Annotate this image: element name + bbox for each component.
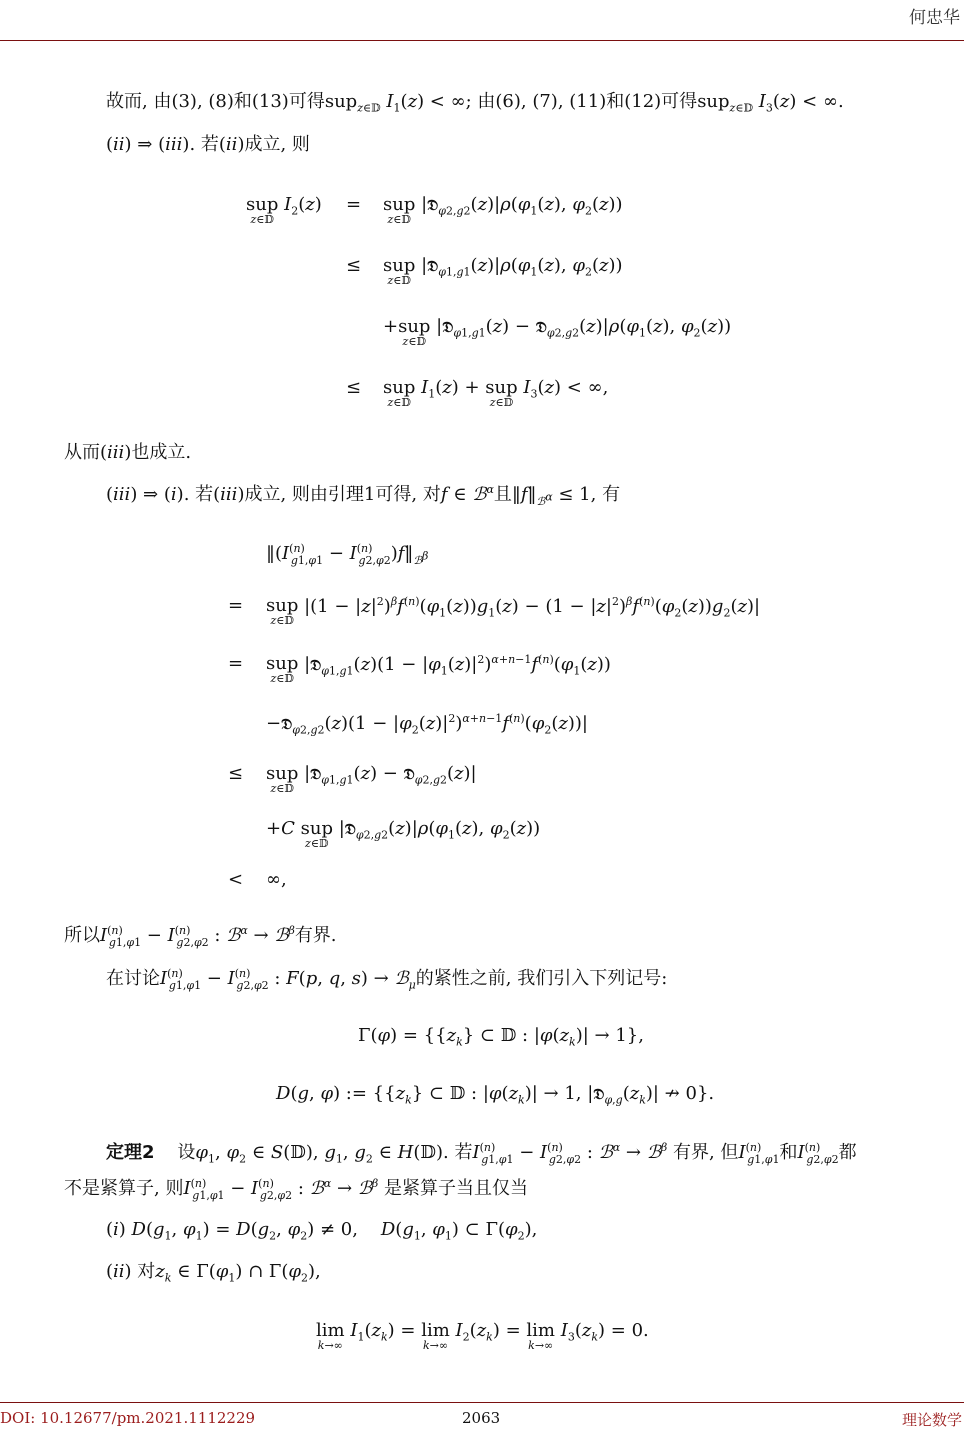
p3-text: 也成立.: [131, 442, 192, 463]
eq1-rel1: =: [346, 194, 362, 215]
thm-text-d: 和: [779, 1142, 798, 1163]
p6-end: 的紧性之前, 我们引入下列记号:: [415, 968, 668, 989]
header-author: 何忠华: [909, 8, 960, 28]
theorem-label: 定理2: [106, 1142, 155, 1163]
thm-line2-a: 不是紧算子, 则: [64, 1178, 184, 1199]
eq1-rhs2: sup z∈𝔻 $|𝔇_{\varphi 1,g1}(z)|\rho(\varphi_1(z)$, $\varphi_2(z)$): [383, 255, 623, 287]
p2-text-c: 成立, 则: [244, 134, 310, 155]
condition-ii: (ii) 对$z_k$ ∈ $\Gamma(\varphi_1)$ ∩ $\Gamma(\varphi_2)$,: [106, 1261, 321, 1285]
footer-doi[interactable]: DOI: 10.12677/pm.2021.1112229: [0, 1409, 256, 1427]
eq2-rhs7: ∞,: [266, 869, 287, 890]
eq1-rel4: ≤: [346, 377, 362, 398]
p5-end: 有界.: [294, 925, 337, 946]
cond-ii-text: 对: [137, 1261, 156, 1282]
theorem-2-line2: 不是紧算子, 则$I^{(n)}_{g1,\varphi 1} - I^{(n)}_{g2,\varphi 2}$ : ℬ$^\alpha$ → ℬ$^\beta$ 是紧算子当且仅当: [64, 1177, 528, 1202]
p4-text-a: . 若: [183, 484, 214, 505]
paragraph-2: (ii) ⇒ (iii). 若(ii)成立, 则: [106, 134, 310, 155]
thm-text-e: 都: [838, 1142, 857, 1163]
eq4-limits: lim k→∞ $I_1(z_k) = \lim$ k→∞ $I_2(z_k) = \lim$ k→∞ $I_3(z_k) = 0$.: [316, 1320, 649, 1352]
thm-text-b: 若: [454, 1142, 473, 1163]
eq2-rhs6: +C sup z∈𝔻 $|𝔇_{\varphi 2,g2}(z)|\rho(\varphi_1(z)$, $\varphi_2(z)$): [266, 818, 541, 850]
eq2-rel5: ≤: [228, 763, 244, 784]
paragraph-4: (iii) ⇒ (i). 若(iii)成立, 则由引理1可得, 对f ∈ ℬ$^\alpha$且$‖f‖_{ℬ^\alpha} \le 1$, 有: [106, 483, 621, 508]
p6-lead: 在讨论: [106, 968, 160, 989]
eq2-rhs5: sup z∈𝔻 |𝔇$_{\varphi 1,g1}$(z) − 𝔇$_{\varphi 2,g2}$(z)|: [266, 763, 477, 795]
eq3-gamma: $\Gamma(\varphi) = \{\{z_k\}$ ⊂ 𝔻 : $|\varphi(z_k)| \to 1$},: [358, 1025, 644, 1049]
p3-lead: 从而: [64, 442, 100, 463]
eq3-D: D(g, φ) := {$\{z_k\}$ ⊂ 𝔻 : $|\varphi(z_k)| \to 1$, $|𝔇_{\varphi,g}(z_k)|$ ↛ 0}.: [276, 1083, 715, 1107]
eq1-row1: sup z∈𝔻 $I_2(z)$: [246, 194, 322, 226]
eq1-rhs1: sup z∈𝔻 $|𝔇_{\varphi 2,g2}(z)|\rho(\varphi_1(z)$, $\varphi_2(z)$): [383, 194, 623, 226]
theorem-2-line1: 定理2 设$\varphi_1$, $\varphi_2$ ∈ S(𝔻), $g_1$, $g_2$ ∈ H(𝔻). 若$I^{(n)}_{g1,\varphi 1} - I^{(n)}_{g2,\varphi 2}$ : ℬ$^\alpha$ → ℬ$^\beta$ 有界, 但$I^{(n)}_{g1,\varphi 1}$和$I^{(n)}_{g2,\varphi 2}$都: [106, 1141, 857, 1166]
paragraph-5: 所以$I^{(n)}_{g1,\varphi 1} - I^{(n)}_{g2,\varphi 2}$ : ℬ$^\alpha$ → ℬ$^\beta$有界.: [64, 924, 337, 949]
eq2-row1: $‖(I^{(n)}_{g1,\varphi 1}$ − $I^{(n)}_{g2,\varphi 2})f‖_{ℬ^\beta}$: [266, 542, 429, 567]
p4-text-b: 成立, 则由引理1可得, 对: [244, 484, 441, 505]
footer-journal: 理论数学: [901, 1411, 962, 1429]
eq2-rhs2: sup z∈𝔻 $|(1 - |z|^2)^\beta f^{(n)}(\varphi_1(z))g_1(z) - (1 - |z|^2)^\beta f^{(n)}(\varphi_2(z))g_2(z)|$: [266, 595, 761, 627]
condition-i: (i) $D(g_1$, $\varphi_1) = D(g_2$, $\varphi_2) \ne 0$, $D(g_1$, $\varphi_1$) ⊂ $\Gamma(\varphi_2)$,: [106, 1219, 538, 1243]
p5-lead: 所以: [64, 925, 100, 946]
eq2-rhs3: sup z∈𝔻 |𝔇$_{\varphi 1,g1}$(z)(1 − $|\varphi_1(z)|^2)^{\alpha+n-1}f^{(n)}(\varphi_1(z))$: [266, 653, 611, 685]
thm-line2-b: 是紧算子当且仅当: [384, 1178, 528, 1199]
page-footer: [0, 1402, 964, 1431]
eq1-rhs4: sup z∈𝔻 $I_1(z)$ + sup z∈𝔻 $I_3(z)$ < ∞,: [383, 377, 609, 409]
footer-page-number: 2063: [462, 1409, 501, 1427]
p1-text-a: 故而, 由(3), (8)和(13)可得: [106, 91, 325, 112]
eq2-rel3: =: [228, 653, 244, 674]
eq2-rel2: =: [228, 595, 244, 616]
paragraph-6: 在讨论$I^{(n)}_{g1,\varphi 1} - I^{(n)}_{g2,\varphi 2}$ : F(p, q, s) → ℬ$_\mu$的紧性之前, 我们引入下列记号:: [106, 967, 668, 992]
p4-text-d: , 有: [590, 484, 621, 505]
paragraph-3: 从而(iii)也成立.: [64, 442, 192, 463]
p4-text-c: 且: [493, 484, 512, 505]
page-header: [0, 0, 964, 41]
eq2-rel7: <: [228, 869, 244, 890]
paragraph-1: 故而, 由(3), (8)和(13)可得sup$_{z\in 𝔻}$ $I_1(z)$ < ∞; 由(6), (7), (11)和(12)可得sup$_{z\in 𝔻}$ $I_3(z)$ < ∞.: [106, 91, 844, 115]
eq1-rhs3: +sup z∈𝔻 |𝔇$_{\varphi 1,g1}$(z) − $𝔇_{\varphi 2,g2}(z)|\rho(\varphi_1(z)$, $\varphi_2(z)$): [383, 316, 732, 348]
thm-text-a: 设: [177, 1142, 196, 1163]
p1-text-b: ; 由(6), (7), (11)和(12)可得: [465, 91, 698, 112]
thm-text-c: 有界, 但: [672, 1142, 739, 1163]
p2-text-b: . 若: [189, 134, 219, 155]
eq2-rhs4: −𝔇$_{\varphi 2,g2}$(z)(1 − $|\varphi_2(z)|^2)^{\alpha+n-1}f^{(n)}(\varphi_2(z))|$: [266, 712, 588, 737]
eq1-rel2: ≤: [346, 255, 362, 276]
